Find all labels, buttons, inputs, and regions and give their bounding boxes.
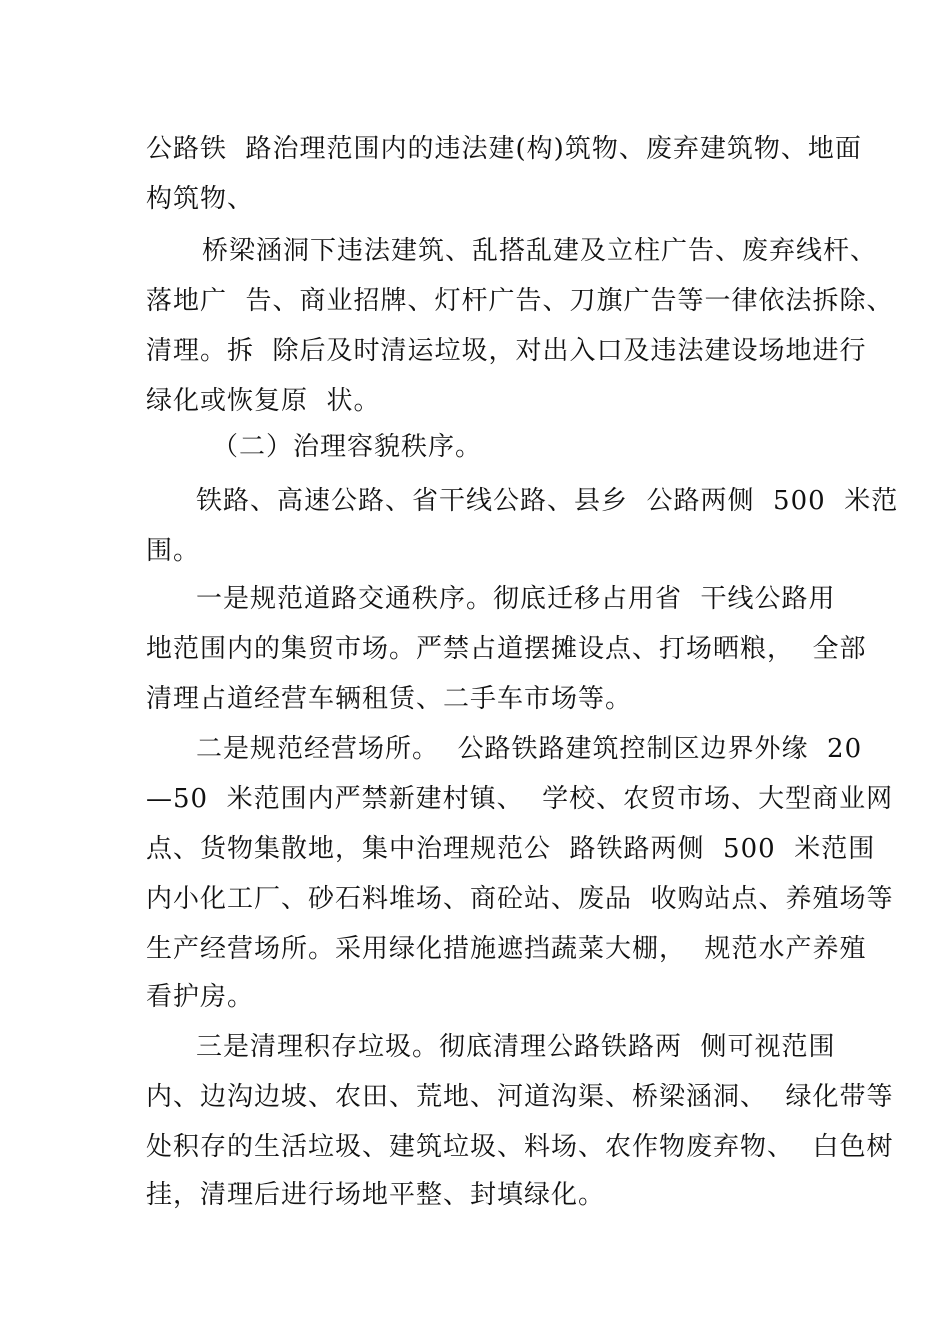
text-line: 点、货物集散地，集中治理规范公 路铁路两侧 500 米范围 xyxy=(146,834,876,864)
text-line: 围。 xyxy=(146,536,201,566)
paragraph-first-line: 三是清理积存垃圾。彻底清理公路铁路两 侧可视范围 xyxy=(196,1032,836,1062)
text-line: 内小化工厂、砂石料堆场、商砼站、废品 收购站点、养殖场等 xyxy=(146,884,894,914)
text-line: 看护房。 xyxy=(146,982,255,1012)
text-line: 绿化或恢复原 状。 xyxy=(146,386,381,416)
paragraph-first-line: 铁路、高速公路、省干线公路、县乡 公路两侧 500 米范 xyxy=(196,486,899,516)
text-line: —50 米范围内严禁新建村镇、 学校、农贸市场、大型商业网 xyxy=(146,784,894,814)
text-line: 处积存的生活垃圾、建筑垃圾、料场、农作物废弃物、 白色树 xyxy=(146,1132,894,1162)
text-line: 落地广 告、商业招牌、灯杆广告、刀旗广告等一律依法拆除、 xyxy=(146,286,894,316)
text-line: 公路铁 路治理范围内的违法建(构)筑物、废弃建筑物、地面 xyxy=(146,134,862,164)
text-line: 清理占道经营车辆租赁、二手车市场等。 xyxy=(146,684,633,714)
paragraph-first-line: 一是规范道路交通秩序。彻底迁移占用省 干线公路用 xyxy=(196,584,836,614)
paragraph-first-line: 二是规范经营场所。 公路铁路建筑控制区边界外缘 20 xyxy=(196,734,863,764)
paragraph-first-line: 桥梁涵洞下违法建筑、乱搭乱建及立柱广告、废弃线杆、 xyxy=(202,236,878,266)
text-line: 内、边沟边坡、农田、荒地、河道沟渠、桥梁涵洞、 绿化带等 xyxy=(146,1082,894,1112)
text-line: 生产经营场所。采用绿化措施遮挡蔬菜大棚， 规范水产养殖 xyxy=(146,934,867,964)
text-line: 构筑物、 xyxy=(146,184,255,214)
text-line: 清理。拆 除后及时清运垃圾，对出入口及违法建设场地进行 xyxy=(146,336,867,366)
section-heading: （二）治理容貌秩序。 xyxy=(212,432,483,462)
text-line: 挂，清理后进行场地平整、封填绿化。 xyxy=(146,1180,606,1210)
text-line: 地范围内的集贸市场。严禁占道摆摊设点、打场晒粮， 全部 xyxy=(146,634,867,664)
